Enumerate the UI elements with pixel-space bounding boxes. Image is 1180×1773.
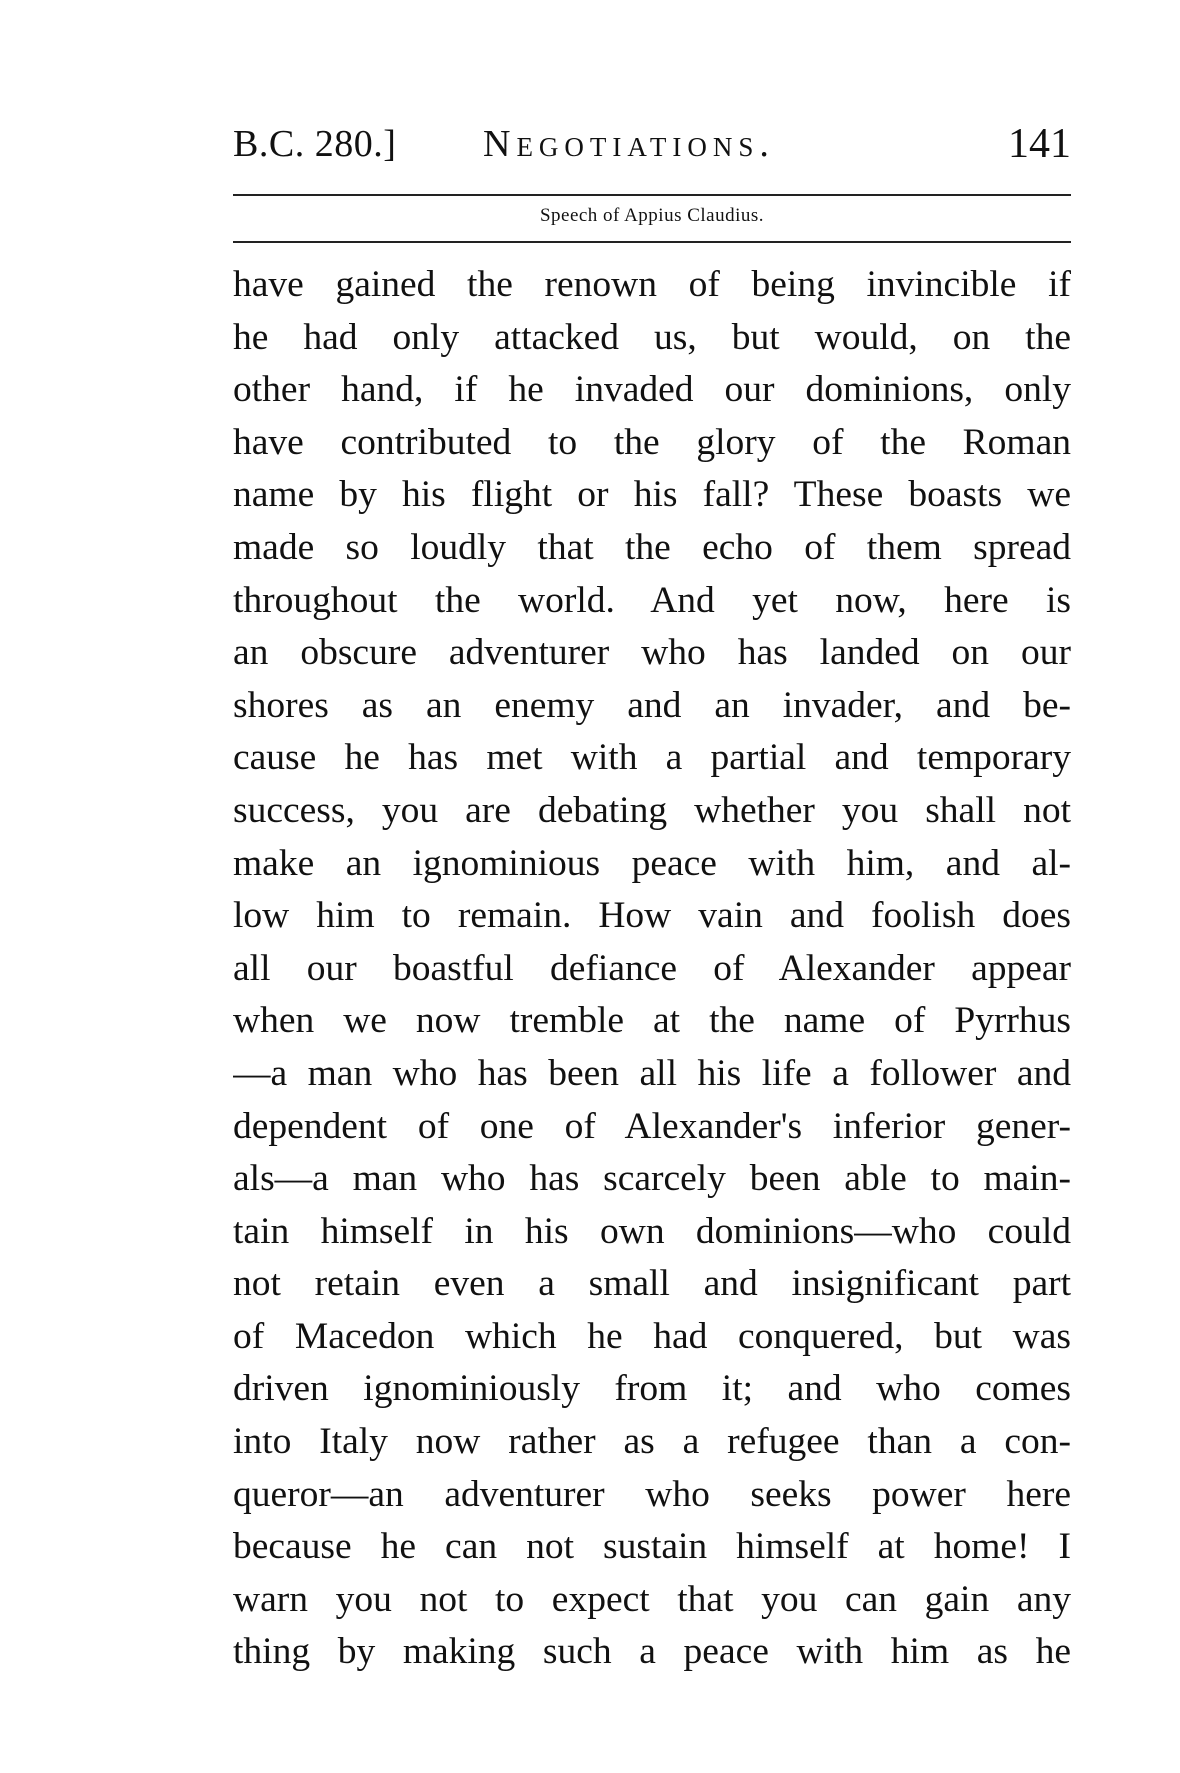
body-text: [233, 259, 1071, 1679]
text-line: success, you are debating whether you shall not: [233, 789, 1071, 831]
section-subheading: Speech of Appius Claudius.: [539, 205, 765, 226]
header-rule-top: [233, 194, 1071, 196]
text-line: tain himself in his own dominions—who could: [233, 1210, 1071, 1252]
text-line: low him to remain. How vain and foolish does: [233, 895, 1071, 937]
text-line: dependent of one of Alexander's inferior gener-: [233, 1105, 1071, 1147]
text-line: other hand, if he invaded our dominions, only: [233, 369, 1071, 411]
text-line: into Italy now rather as a refugee than a con-: [233, 1421, 1071, 1463]
text-line: made so loudly that the echo of them spread: [233, 526, 1071, 568]
text-line: because he can not sustain himself at home! I: [233, 1526, 1071, 1568]
text-line: when we now tremble at the name of Pyrrhus: [233, 1000, 1071, 1042]
header-date: B.C. 280.]: [233, 123, 397, 165]
text-line: not retain even a small and insignificant part: [233, 1263, 1071, 1305]
text-line: of Macedon which he had conquered, but was: [233, 1315, 1071, 1357]
text-line: shores as an enemy and an invader, and be-: [233, 684, 1071, 726]
text-line: have contributed to the glory of the Roman: [233, 421, 1071, 463]
header-rule-bottom: [233, 241, 1071, 243]
text-line: all our boastful defiance of Alexander appear: [233, 947, 1071, 989]
text-line: name by his flight or his fall? These boasts we: [233, 474, 1071, 516]
text-line: throughout the world. And yet now, here is: [233, 579, 1071, 621]
text-line: queror—an adventurer who seeks power here: [233, 1473, 1071, 1515]
running-header: [233, 122, 1071, 182]
text-line: warn you not to expect that you can gain any: [233, 1578, 1071, 1620]
text-line: thing by making such a peace with him as he: [233, 1631, 1071, 1673]
text-line: an obscure adventurer who has landed on our: [233, 632, 1071, 674]
text-line: driven ignominiously from it; and who comes: [233, 1368, 1071, 1410]
text-line: have gained the renown of being invincible if: [233, 264, 1071, 305]
text-line: als—a man who has scarcely been able to main-: [233, 1158, 1071, 1200]
text-line: —a man who has been all his life a follower and: [233, 1052, 1071, 1094]
text-line: he had only attacked us, but would, on the: [233, 316, 1071, 358]
header-chapter-title: Negotiations.: [483, 123, 775, 165]
text-line: make an ignominious peace with him, and al-: [233, 842, 1071, 884]
text-line: cause he has met with a partial and temporary: [233, 737, 1071, 779]
page-number: 141: [1008, 121, 1071, 167]
